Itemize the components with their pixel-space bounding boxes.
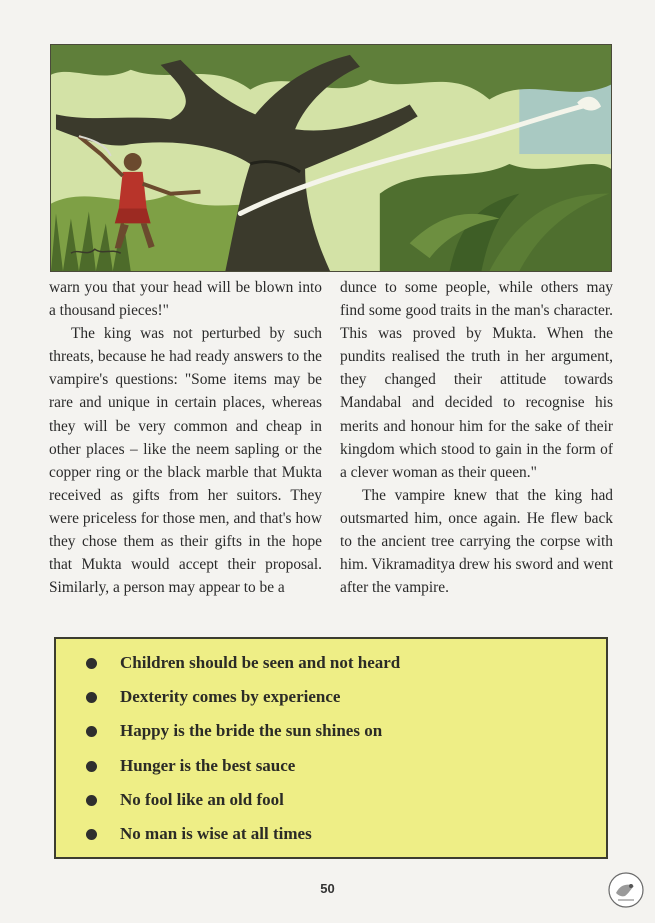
bullet-icon	[86, 692, 97, 703]
proverb-text: Dexterity comes by experience	[120, 687, 341, 706]
bullet-icon	[86, 795, 97, 806]
paragraph: warn you that your head will be blown into a thousand pieces!"	[49, 279, 322, 320]
bullet-icon	[86, 658, 97, 669]
page-number: 50	[320, 881, 335, 896]
bullet-icon	[86, 761, 97, 772]
proverbs-box	[54, 637, 608, 859]
proverb-text: Children should be seen and not heard	[120, 653, 401, 672]
publisher-logo-icon	[607, 871, 645, 909]
left-column	[49, 276, 322, 599]
proverb-text: Happy is the bride the sun shines on	[120, 721, 383, 740]
proverb-text: No fool like an old fool	[120, 790, 284, 809]
bullet-icon	[86, 726, 97, 737]
right-column	[340, 276, 613, 599]
vampire-tree-illustration	[51, 45, 611, 271]
paragraph: The king was not perturbed by such threats, because he had ready answers to the vampire's questions: "Some items may be rare and unique in certain places, whereas they will be very common and cheap in other places – like the neem sapling or the copper ring or the black marble that Mukta received as gifts from her suitors. They were priceless for those men, and that's how they chose them as their gifts in the hope that Mukta would accept their proposal. Similarly, a person may appear to be a	[49, 325, 322, 597]
story-illustration	[50, 44, 612, 272]
proverb-text: No man is wise at all times	[120, 824, 312, 843]
paragraph: The vampire knew that the king had outsmarted him, once again. He flew back to the ancient tree carrying the corpse with him. Vikramaditya drew his sword and went after the vampire.	[340, 486, 613, 597]
proverb-text: Hunger is the best sauce	[120, 756, 296, 775]
paragraph: dunce to some people, while others may find some good traits in the man's character. This was proved by Mukta. When the pundits realised the truth in her argument, they changed their attitude towards Mandabal and decided to recognise his merits and honour him for the sake of their kingdom which stood to gain in the form of a clever woman as their queen."	[340, 279, 613, 481]
bullet-icon	[86, 829, 97, 840]
